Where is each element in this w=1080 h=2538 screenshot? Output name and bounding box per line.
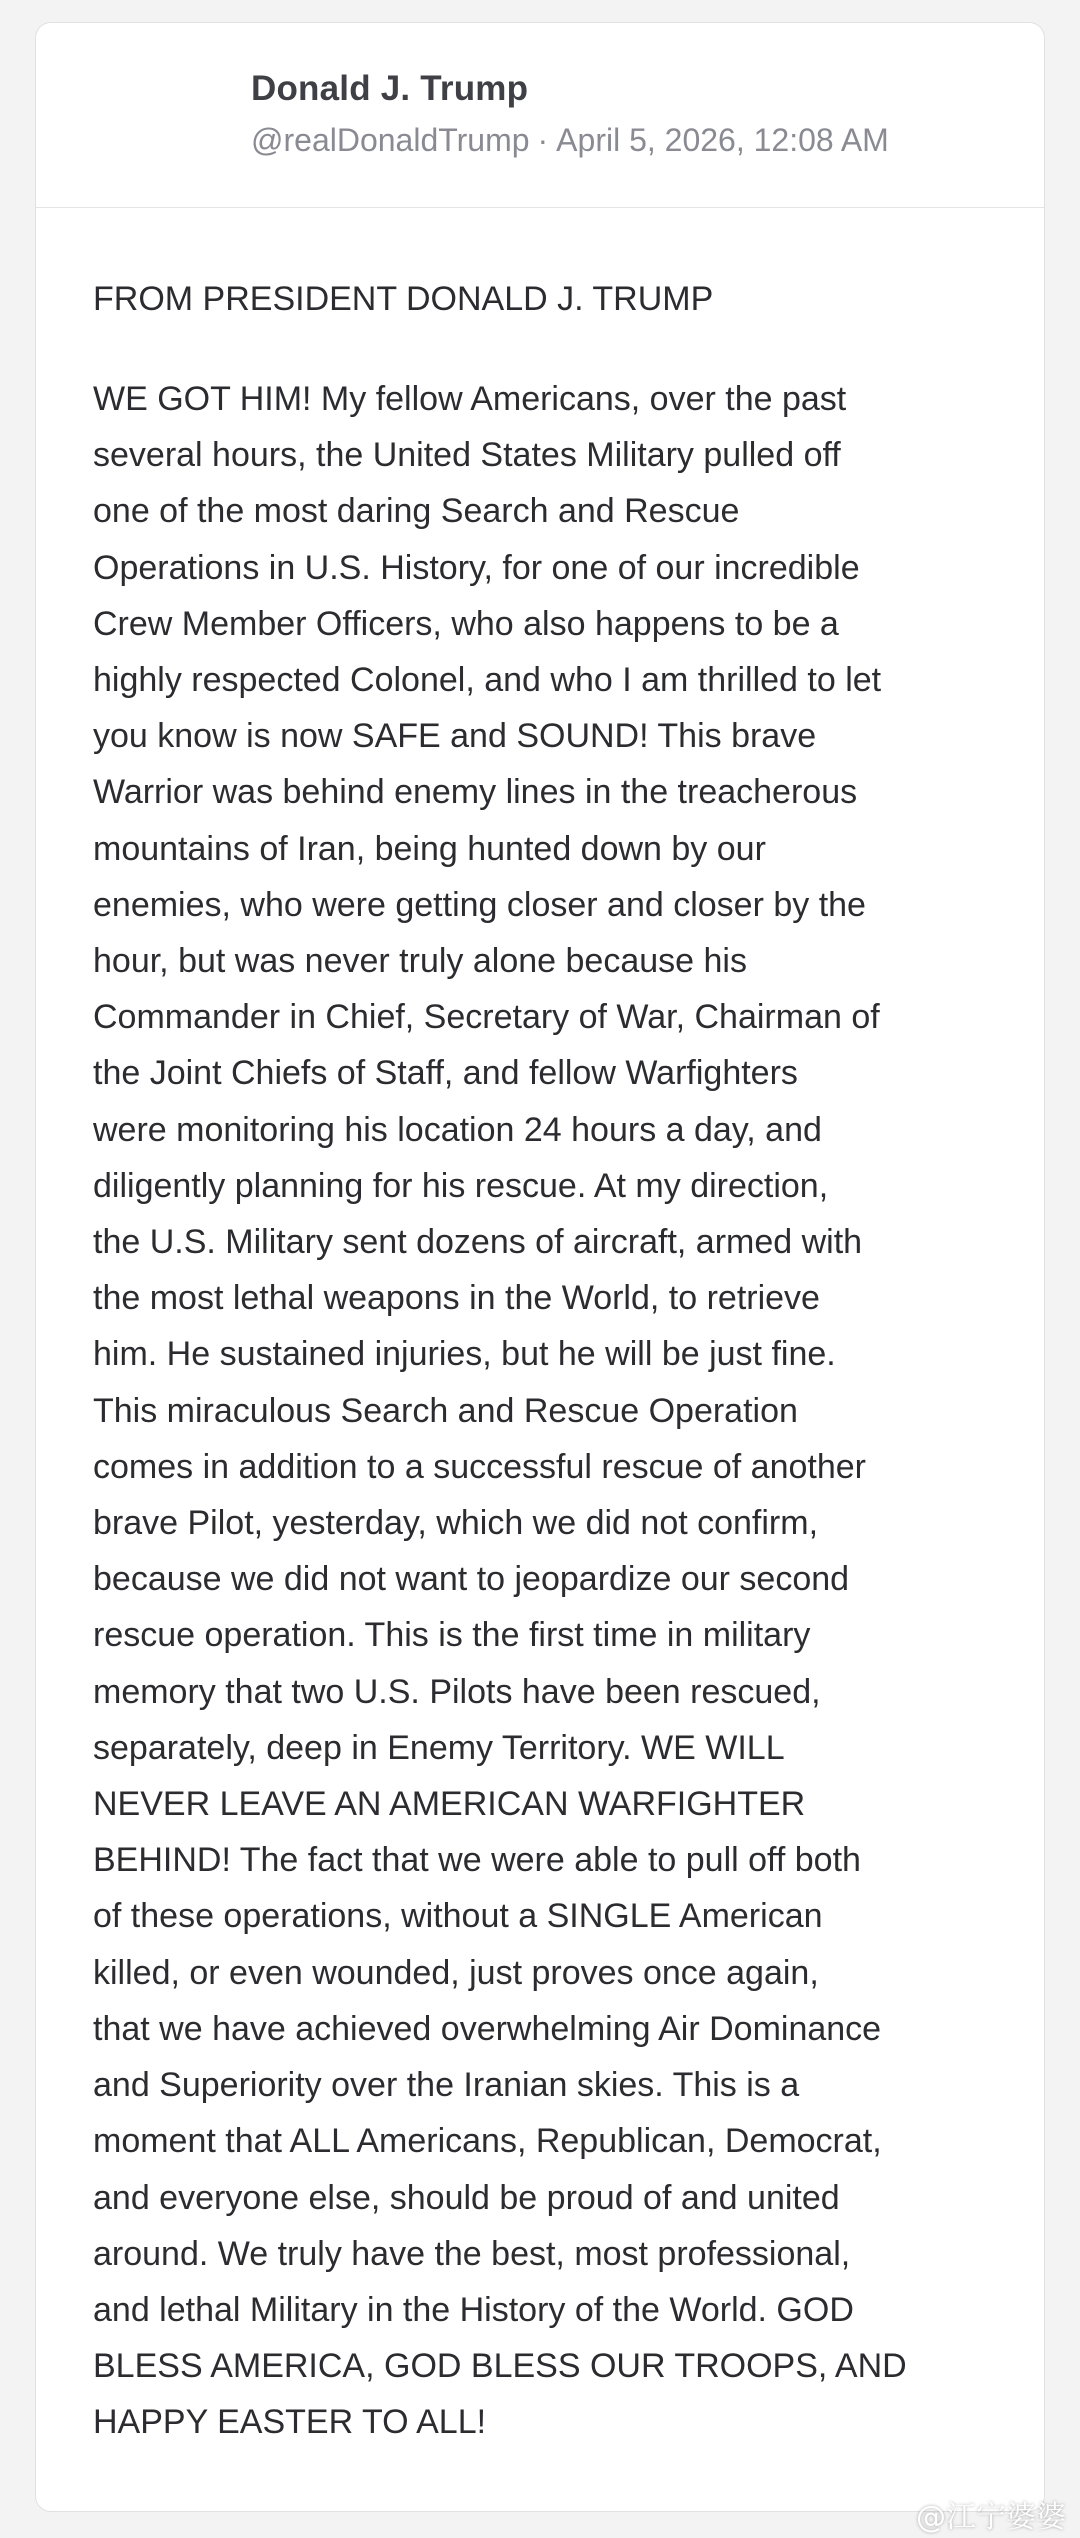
post-text-line: comes in addition to a successful rescue of another xyxy=(93,1447,866,1486)
post-text-line: This miraculous Search and Rescue Operation xyxy=(93,1391,798,1430)
post-text-line: that we have achieved overwhelming Air Dominance xyxy=(93,2009,882,2048)
meta-separator: · xyxy=(537,122,549,158)
post-text-line: were monitoring his location 24 hours a day, and xyxy=(93,1110,822,1149)
post-text-line: NEVER LEAVE AN AMERICAN WARFIGHTER xyxy=(93,1785,806,1824)
post-text-line: enemies, who were getting closer and closer by the xyxy=(93,885,866,924)
post-text-line: around. We truly have the best, most professional, xyxy=(93,2234,851,2273)
post-text-line: moment that ALL Americans, Republican, Democrat, xyxy=(93,2122,882,2161)
post-text-line: and lethal Military in the History of the World. GOD xyxy=(93,2290,854,2329)
avatar[interactable] xyxy=(91,68,199,176)
post-text-line: Warrior was behind enemy lines in the treacherous xyxy=(93,773,858,812)
post-text-line: HAPPY EASTER TO ALL! xyxy=(93,2403,487,2442)
post-heading: FROM PRESIDENT DONALD J. TRUMP xyxy=(93,280,714,318)
post-text-line: memory that two U.S. Pilots have been rescued, xyxy=(93,1672,821,1711)
post-text-line: mountains of Iran, being hunted down by our xyxy=(93,829,766,868)
post-text-line: you know is now SAFE and SOUND! This brave xyxy=(93,717,817,756)
post-text-line: BEHIND! The fact that we were able to pull off both xyxy=(93,1841,861,1880)
post-timestamp[interactable]: April 5, 2026, 12:08 AM xyxy=(556,122,889,158)
post-text-line: killed, or even wounded, just proves once again, xyxy=(93,1953,819,1992)
post-text-line: diligently planning for his rescue. At my direction, xyxy=(93,1166,829,1205)
post-text-line: Commander in Chief, Secretary of War, Chairman of xyxy=(93,998,880,1037)
post-text-line: several hours, the United States Military pulled off xyxy=(93,436,841,475)
post-text-line: the U.S. Military sent dozens of aircraft, armed with xyxy=(93,1223,863,1262)
author-name[interactable]: Donald J. Trump xyxy=(251,69,529,108)
post-body xyxy=(93,271,1033,2451)
post-text-line: brave Pilot, yesterday, which we did not confirm, xyxy=(93,1504,819,1543)
post-text-line: highly respected Colonel, and who I am thrilled to let xyxy=(93,661,882,700)
post-text-line: separately, deep in Enemy Territory. WE WILL xyxy=(93,1728,785,1767)
post-text-line: him. He sustained injuries, but he will be just fine. xyxy=(93,1335,836,1374)
post-text-line: one of the most daring Search and Rescue xyxy=(93,492,740,531)
post-text-line: and everyone else, should be proud of and united xyxy=(93,2178,840,2217)
author-handle[interactable]: @realDonaldTrump xyxy=(251,122,530,158)
post-header xyxy=(36,23,1044,208)
post-text-line: and Superiority over the Iranian skies. This is a xyxy=(93,2066,800,2105)
author-meta xyxy=(251,122,889,159)
watermark: @江宁婆婆 xyxy=(916,2500,1066,2535)
post-text-line: the most lethal weapons in the World, to retrieve xyxy=(93,1279,820,1318)
post-text-line: the Joint Chiefs of Staff, and fellow Warfighters xyxy=(93,1054,798,1093)
post-text-line: hour, but was never truly alone because his xyxy=(93,942,747,981)
post-text-line: BLESS AMERICA, GOD BLESS OUR TROOPS, AND xyxy=(93,2347,907,2386)
post-text xyxy=(93,371,1033,2451)
post-text-line: of these operations, without a SINGLE American xyxy=(93,1897,823,1936)
post-text-line: WE GOT HIM! My fellow Americans, over the past xyxy=(93,380,847,418)
post-text-line: Operations in U.S. History, for one of our incredible xyxy=(93,548,860,587)
post-text-line: because we did not want to jeopardize our second xyxy=(93,1560,850,1599)
post-text-line: rescue operation. This is the first time in military xyxy=(93,1616,811,1655)
post-text-line: Crew Member Officers, who also happens to be a xyxy=(93,604,839,643)
post-card xyxy=(35,22,1045,2512)
